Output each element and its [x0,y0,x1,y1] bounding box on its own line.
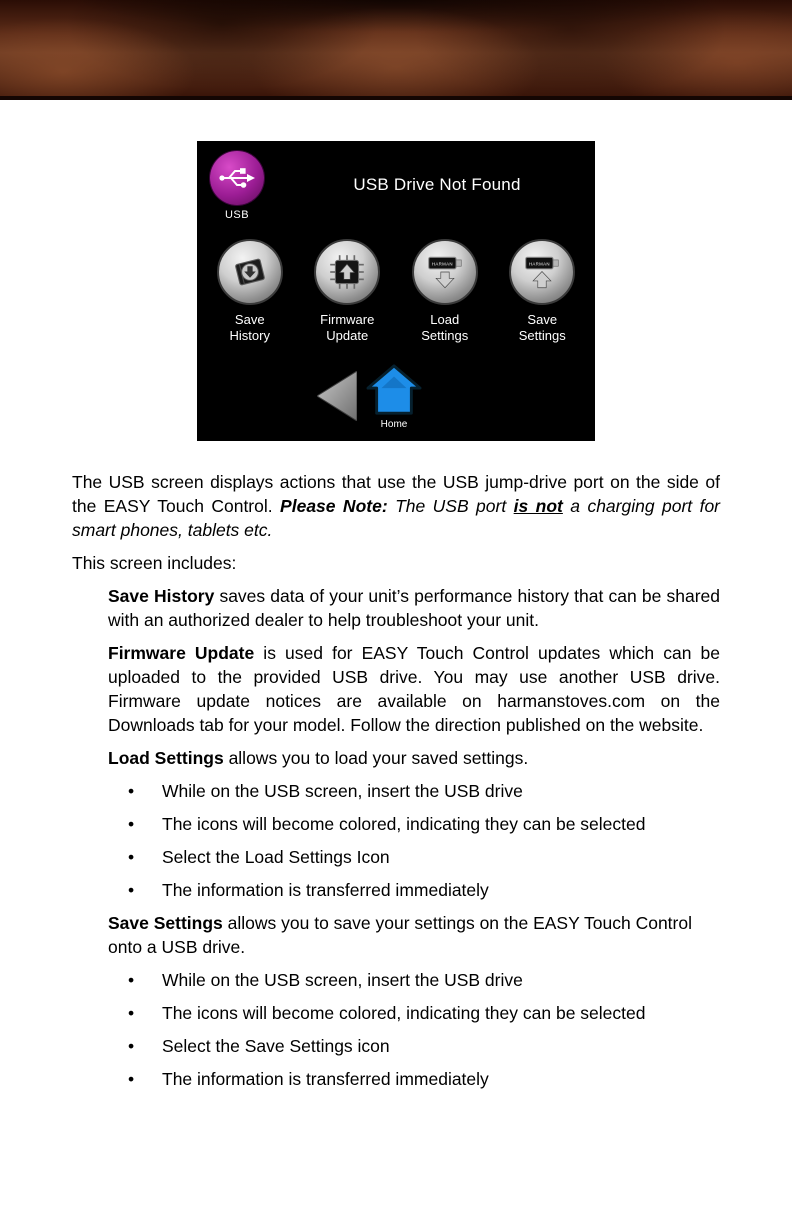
please-note-label: Please Note: [280,496,396,516]
usb-status [209,151,265,221]
back-arrow-icon [317,371,357,421]
usb-icon [210,151,264,205]
save-settings-paragraph [108,911,720,959]
save-settings-label: Save Settings [518,312,566,343]
bullet-item: • The information is transferred immediately [108,1067,720,1091]
firmware-update-text: is used for EASY Touch Control updates which can be uploaded to the provided USB drive. You may use another USB drive. Firmware update notices are available on harmanstoves.com on the Downloads tab for your model. Follow the direction published on the website. [108,643,721,735]
body-text [72,470,720,1091]
screen-title: USB Drive Not Found [353,175,521,194]
bullet-item: • The information is transferred immediately [108,878,720,902]
firmware-update-icon [314,239,380,305]
screen-buttons [201,239,591,343]
bullet-item: • While on the USB screen, insert the USB drive [108,968,720,992]
save-settings-button[interactable] [494,239,592,343]
load-settings-bullets [108,779,720,902]
bullet-item: • Select the Save Settings icon [108,1034,720,1058]
note-isnot: is not [513,496,563,516]
bullet-item: • While on the USB screen, insert the USB drive [108,779,720,803]
save-settings-icon [509,239,575,305]
load-settings-icon [412,239,478,305]
svg-text:HARMAN: HARMAN [431,261,453,267]
svg-text:HARMAN: HARMAN [529,261,551,267]
screen-nav [197,363,595,433]
intro-paragraph [72,470,720,542]
firmware-update-button[interactable] [299,239,397,343]
load-settings-text: allows you to load your saved settings. [223,748,529,768]
firmware-update-term: Firmware Update [108,643,255,663]
home-button[interactable] [363,363,425,430]
bullet-item: • The icons will become colored, indicating they can be selected [108,1001,720,1025]
usb-trident-icon [218,165,256,191]
load-settings-paragraph [108,746,720,770]
note-post: a charging port for smart phones, tablets etc. [72,496,720,540]
save-history-text: saves data of your unit’s performance history that can be shared with an authorized dealer to help troubleshoot your unit. [108,586,720,630]
includes-line: This screen includes: [72,553,237,573]
load-settings-term: Load Settings [108,748,224,768]
save-history-label: Save History [229,312,270,343]
bullet-item: • Select the Load Settings Icon [108,845,720,869]
device-screenshot [197,141,595,441]
back-button[interactable] [317,371,357,421]
firmware-update-paragraph [108,641,720,737]
leather-header [0,0,792,100]
save-history-paragraph [108,584,720,632]
home-icon [365,363,423,417]
save-history-icon [217,239,283,305]
save-settings-term: Save Settings [108,913,223,933]
intro-lead: The USB screen displays actions that use the USB jump-drive port on the side of the EASY Touch Control. [72,472,720,516]
save-settings-bullets [108,968,720,1091]
firmware-update-label: Firmware Update [320,312,375,343]
save-settings-text: allows you to save your settings on the EASY Touch Control onto a USB drive. [108,913,692,957]
save-history-term: Save History [108,586,215,606]
save-history-button[interactable] [201,239,299,343]
load-settings-label: Load Settings [421,312,469,343]
bullet-item: • The icons will become colored, indicating they can be selected [108,812,720,836]
load-settings-button[interactable] [396,239,494,343]
note-pre: The USB port [395,496,514,516]
usb-badge-label: USB [224,209,250,221]
home-label: Home [380,419,408,430]
